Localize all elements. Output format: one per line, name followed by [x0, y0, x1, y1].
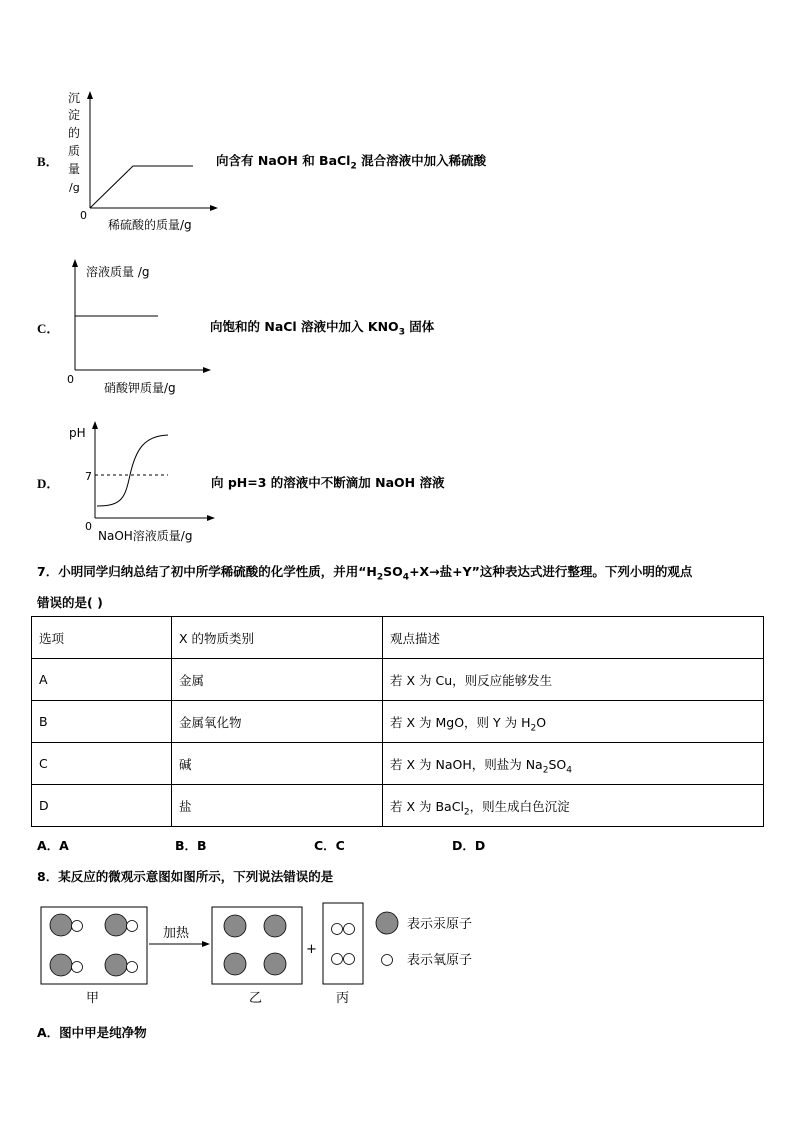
table-cell-option: C — [32, 743, 172, 785]
q7-answer-a[interactable]: A．A — [37, 838, 69, 853]
graph-b-curve — [90, 166, 193, 208]
arrow-label: 加热 — [163, 926, 190, 941]
graph-d-xlabel: NaOH溶液质量/g — [98, 529, 193, 543]
table-row — [32, 785, 764, 827]
mercury-atom — [50, 954, 72, 976]
graph-c-y-arrow — [72, 259, 78, 267]
oxygen-atom — [127, 962, 138, 973]
q7-stem-line2: 错误的是( ) — [37, 595, 103, 610]
oxygen-atom — [127, 921, 138, 932]
table-cell-description: 若 X 为 Cu，则反应能够发生 — [383, 659, 764, 701]
graph-d-curve — [97, 435, 168, 506]
graph-c-x-arrow — [203, 367, 211, 373]
graph-d-x-arrow — [207, 515, 215, 521]
graph-b-xlabel: 稀硫酸的质量/g — [108, 218, 192, 232]
graph-d-y-arrow — [92, 421, 98, 429]
graph-d-tick-7: 7 — [85, 470, 92, 483]
mercury-atom — [224, 953, 246, 975]
q8-reaction-diagram — [36, 898, 496, 1013]
graph-b-origin: 0 — [80, 209, 87, 222]
hgo-molecule — [50, 954, 83, 976]
box-label-jia: 甲 — [86, 991, 100, 1006]
graph-d-origin: 0 — [85, 520, 92, 533]
box-yi — [212, 907, 302, 984]
legend-mercury-label: 表示汞原子 — [407, 917, 473, 932]
q7-answer-c[interactable]: C．C — [314, 838, 345, 853]
table-row — [32, 659, 764, 701]
oxygen-atom — [72, 921, 83, 932]
oxygen-atom — [332, 954, 343, 965]
q7-table — [31, 616, 764, 827]
q7-answer-b[interactable]: B．B — [175, 838, 207, 853]
graph-d — [60, 420, 220, 545]
graph-b-ylabel-5: /g — [69, 181, 80, 194]
table-header: 选项 — [32, 617, 172, 659]
table-cell-category: 金属氧化物 — [172, 701, 383, 743]
table-cell-description: 若 X 为 NaOH，则盐为 $Na_2SO_4$ — [383, 743, 764, 785]
hgo-molecule — [105, 954, 138, 976]
graph-c-origin: 0 — [67, 373, 74, 386]
q7-stem-line1: 7．小明同学归纳总结了初中所学稀硫酸的化学性质，并用“$H_2SO_4+X\to$盐+Y”这种表达式进行整理。下列小明的观点 — [37, 564, 693, 583]
hgo-molecule — [50, 914, 83, 936]
q8-option-a[interactable]: A．图中甲是纯净物 — [37, 1025, 147, 1040]
oxygen-atom — [332, 924, 343, 935]
graph-b-ylabel-3: 质 — [68, 144, 81, 158]
oxygen-atom — [72, 962, 83, 973]
legend-mercury-icon — [376, 912, 398, 934]
hgo-molecule — [105, 914, 138, 936]
q7-answer-d[interactable]: D．D — [452, 838, 486, 853]
table-cell-category: 盐 — [172, 785, 383, 827]
legend-oxygen-icon — [382, 955, 393, 966]
option-b-text: 向含有 NaOH 和 BaCl$_2$ 混合溶液中加入稀硫酸 — [216, 153, 487, 172]
mercury-atom — [50, 914, 72, 936]
table-cell-option: D — [32, 785, 172, 827]
reaction-arrowhead — [202, 941, 210, 947]
table-header-row — [32, 617, 764, 659]
option-d-label: D． — [37, 476, 60, 491]
box-label-bing: 丙 — [336, 991, 350, 1006]
legend-oxygen-label: 表示氧原子 — [407, 953, 473, 968]
mercury-atom — [264, 915, 286, 937]
graph-c-xlabel: 硝酸钾质量/g — [104, 381, 176, 395]
q8-stem: 8．某反应的微观示意图如图所示，下列说法错误的是 — [37, 869, 334, 884]
mercury-atom — [105, 914, 127, 936]
table-row — [32, 701, 764, 743]
option-c-text: 向饱和的 NaCl 溶液中加入 $KNO_3$ 固体 — [210, 319, 435, 338]
graph-b-x-arrow — [210, 205, 218, 211]
graph-b-ylabel-0: 沉 — [68, 91, 81, 105]
box-label-yi: 乙 — [249, 991, 263, 1006]
mercury-atom — [105, 954, 127, 976]
option-d-text: 向 pH=3 的溶液中不断滴加 NaOH 溶液 — [211, 475, 445, 490]
graph-b — [60, 88, 220, 236]
mercury-atom — [264, 953, 286, 975]
option-b-label: B． — [37, 154, 59, 169]
table-header: X 的物质类别 — [172, 617, 383, 659]
table-cell-option: B — [32, 701, 172, 743]
graph-d-ylabel: pH — [69, 426, 86, 440]
graph-c — [60, 255, 220, 400]
table-cell-category: 金属 — [172, 659, 383, 701]
plus-sign: + — [306, 942, 317, 957]
table-cell-description: 若 X 为 BaCl$_2$，则生成白色沉淀 — [383, 785, 764, 827]
o2-molecule — [332, 954, 355, 965]
table-cell-option: A — [32, 659, 172, 701]
table-cell-description: 若 X 为 MgO，则 Y 为 $H_2O$ — [383, 701, 764, 743]
option-c-label: C． — [37, 321, 60, 336]
graph-c-ylabel: 溶液质量 /g — [86, 265, 150, 279]
oxygen-atom — [344, 924, 355, 935]
graph-b-y-arrow — [87, 91, 93, 99]
graph-b-ylabel-1: 淀 — [68, 108, 81, 122]
oxygen-atom — [344, 954, 355, 965]
o2-molecule — [332, 924, 355, 935]
table-cell-category: 碱 — [172, 743, 383, 785]
mercury-atom — [224, 915, 246, 937]
box-bing — [323, 903, 363, 984]
graph-b-ylabel-2: 的 — [68, 126, 81, 140]
graph-b-ylabel-4: 量 — [68, 162, 81, 176]
table-header: 观点描述 — [383, 617, 764, 659]
table-row — [32, 743, 764, 785]
